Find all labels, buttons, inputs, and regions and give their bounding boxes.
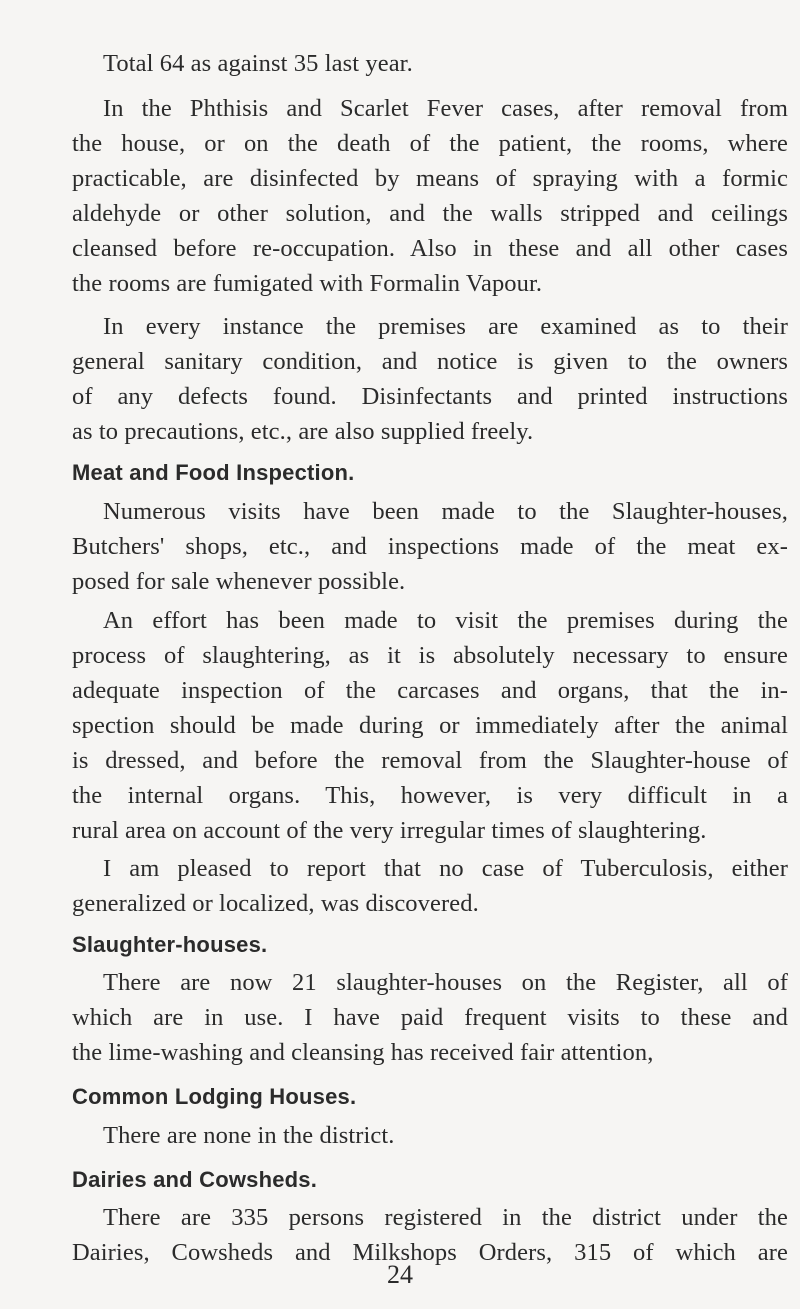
text-line: I am pleased to report that no case of Tuberculosis, either (103, 855, 788, 882)
text-line: Butchers' shops, etc., and inspections made of the meat ex- (72, 533, 788, 560)
text-line: An effort has been made to visit the premises during the (103, 607, 788, 634)
text-line: rural area on account of the very irregular times of slaughtering. (72, 817, 707, 844)
text-line: Numerous visits have been made to the Slaughter-houses, (103, 498, 788, 525)
text-line: Dairies, Cowsheds and Milkshops Orders, 315 of which are (72, 1239, 788, 1266)
text-line: practicable, are disinfected by means of spraying with a formic (72, 165, 788, 192)
text-line: There are none in the district. (103, 1122, 395, 1149)
text-line: is dressed, and before the removal from the Slaughter-house of (72, 747, 788, 774)
text-line: of any defects found. Disinfectants and printed instructions (72, 383, 788, 410)
text-line: spection should be made during or immediately after the animal (72, 712, 788, 739)
text-line: the house, or on the death of the patient, the rooms, where (72, 130, 788, 157)
text-line: aldehyde or other solution, and the walls stripped and ceilings (72, 200, 788, 227)
text-line: In the Phthisis and Scarlet Fever cases, after removal from (103, 95, 788, 122)
text-line: the internal organs. This, however, is very difficult in a (72, 782, 788, 809)
text-line: general sanitary condition, and notice is given to the owners (72, 348, 788, 375)
text-line: There are now 21 slaughter-houses on the Register, all of (103, 969, 788, 996)
text-line: posed for sale whenever possible. (72, 568, 406, 595)
section-heading: Common Lodging Houses. (72, 1084, 357, 1109)
text-line: cleansed before re-occupation. Also in these and all other cases (72, 235, 788, 262)
section-heading: Dairies and Cowsheds. (72, 1167, 318, 1192)
text-line: process of slaughtering, as it is absolutely necessary to ensure (72, 642, 788, 669)
text-line: Total 64 as against 35 last year. (103, 50, 413, 77)
page-number: 24 (387, 1260, 413, 1289)
text-line: generalized or localized, was discovered. (72, 890, 479, 917)
text-line: the rooms are fumigated with Formalin Vapour. (72, 270, 543, 297)
text-line: adequate inspection of the carcases and organs, that the in- (72, 677, 788, 704)
text-line: as to precautions, etc., are also supplied freely. (72, 418, 534, 445)
text-line: In every instance the premises are examined as to their (103, 313, 788, 340)
section-heading: Meat and Food Inspection. (72, 460, 355, 485)
text-line: which are in use. I have paid frequent visits to these and (72, 1004, 788, 1031)
section-heading: Slaughter-houses. (72, 932, 268, 957)
text-line: the lime-washing and cleansing has received fair attention, (72, 1039, 654, 1066)
text-line: There are 335 persons registered in the district under the (103, 1204, 788, 1231)
